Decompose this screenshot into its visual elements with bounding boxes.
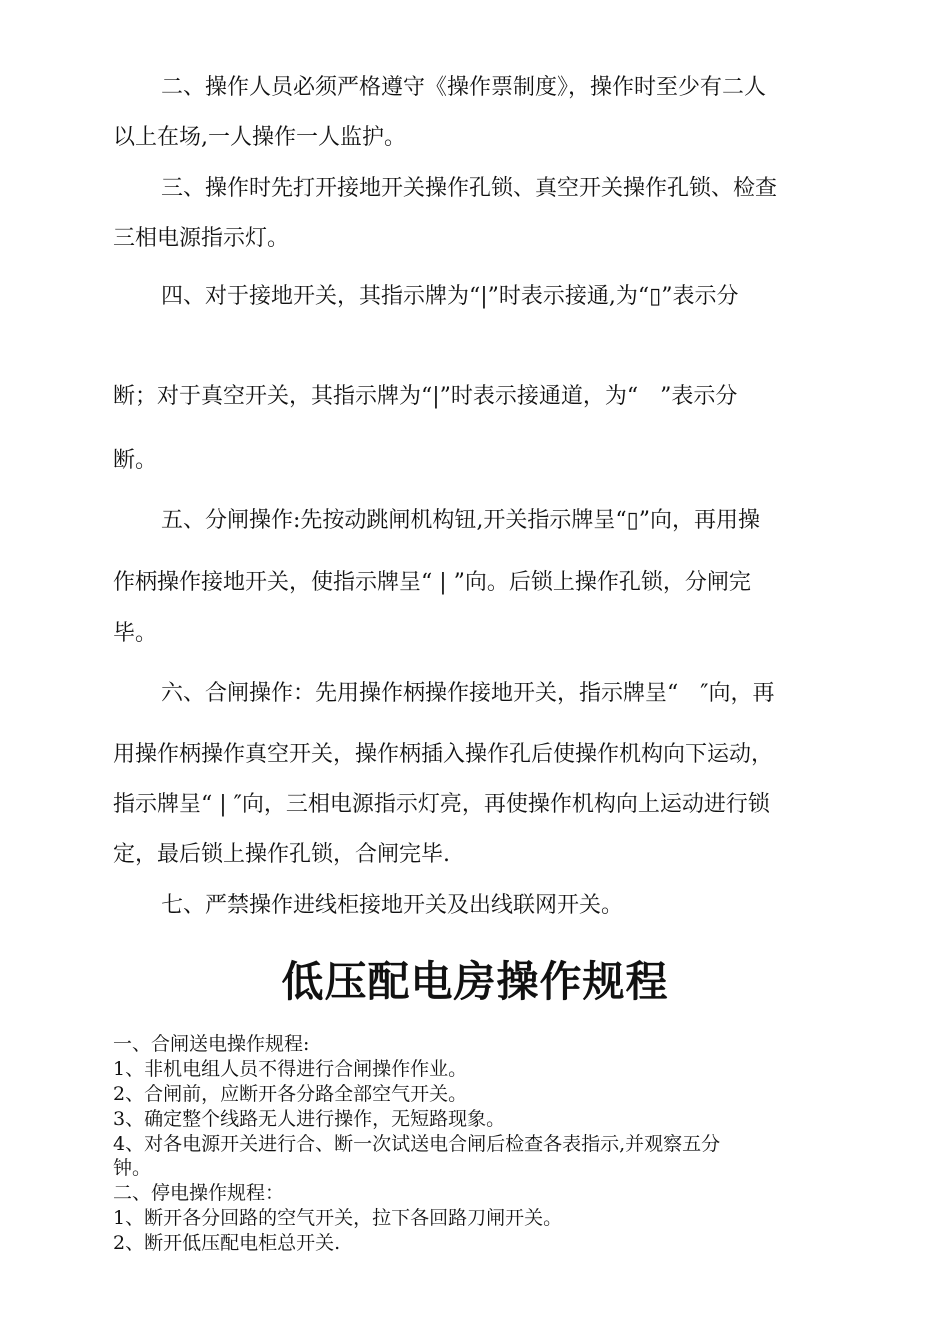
paragraph-7-line-1: 七、严禁操作进线柜接地开关及出线联网开关。 <box>161 893 624 918</box>
paragraph-4-line-1: 四、对于接地开关，其指示牌为“|”时表示接通,为“▯”表示分 <box>161 284 739 309</box>
paragraph-6-line-4: 定，最后锁上操作孔锁，合闸完毕. <box>113 842 450 867</box>
document-title: 低压配电房操作规程 <box>281 957 669 1006</box>
paragraph-4-line-2: 断；对于真空开关，其指示牌为“|”时表示接通道，为“ ”表示分 <box>113 384 738 409</box>
paragraph-3-line-1: 三、操作时先打开接地开关操作孔锁、真空开关操作孔锁、检查 <box>161 176 778 201</box>
rule-item-continuation: 钟。 <box>113 1157 152 1179</box>
paragraph-6-line-1: 六、合闸操作：先用操作柄操作接地开关，指示牌呈“ ″向，再 <box>161 681 775 706</box>
rule-heading-closing: 一、合闸送电操作规程: <box>113 1033 310 1055</box>
paragraph-5-line-3: 毕。 <box>113 621 158 646</box>
rule-item: 4、对各电源开关进行合、断一次试送电合闸后检查各表指示,并观察五分 <box>113 1133 721 1155</box>
paragraph-4-line-3: 断。 <box>113 448 158 473</box>
paragraph-5-line-2: 作柄操作接地开关，使指示牌呈“ | ”向。后锁上操作孔锁，分闸完 <box>113 570 751 595</box>
rule-item: 3、确定整个线路无人进行操作，无短路现象。 <box>113 1108 506 1130</box>
paragraph-5-line-1: 五、分闸操作:先按动跳闸机构钮,开关指示牌呈“▯”向，再用操 <box>161 508 761 533</box>
rule-item: 1、非机电组人员不得进行合闸操作作业。 <box>113 1058 468 1080</box>
paragraph-2-line-1: 二、操作人员必须严格遵守《操作票制度》，操作时至少有二人 <box>161 75 767 100</box>
rule-item: 1、断开各分回路的空气开关，拉下各回路刀闸开关。 <box>113 1207 563 1229</box>
paragraph-6-line-2: 用操作柄操作真空开关，操作柄插入操作孔后使操作机构向下运动， <box>113 742 774 767</box>
paragraph-2-line-2: 以上在场,一人操作一人监护。 <box>113 125 406 150</box>
rule-item: 2、断开低压配电柜总开关. <box>113 1232 341 1254</box>
rule-heading-outage: 二、停电操作规程： <box>113 1182 285 1204</box>
paragraph-3-line-2: 三相电源指示灯。 <box>113 226 290 251</box>
rule-item: 2、合闸前，应断开各分路全部空气开关。 <box>113 1083 468 1105</box>
paragraph-6-line-3: 指示牌呈“ | ″向，三相电源指示灯亮，再使操作机构向上运动进行锁 <box>113 792 770 817</box>
